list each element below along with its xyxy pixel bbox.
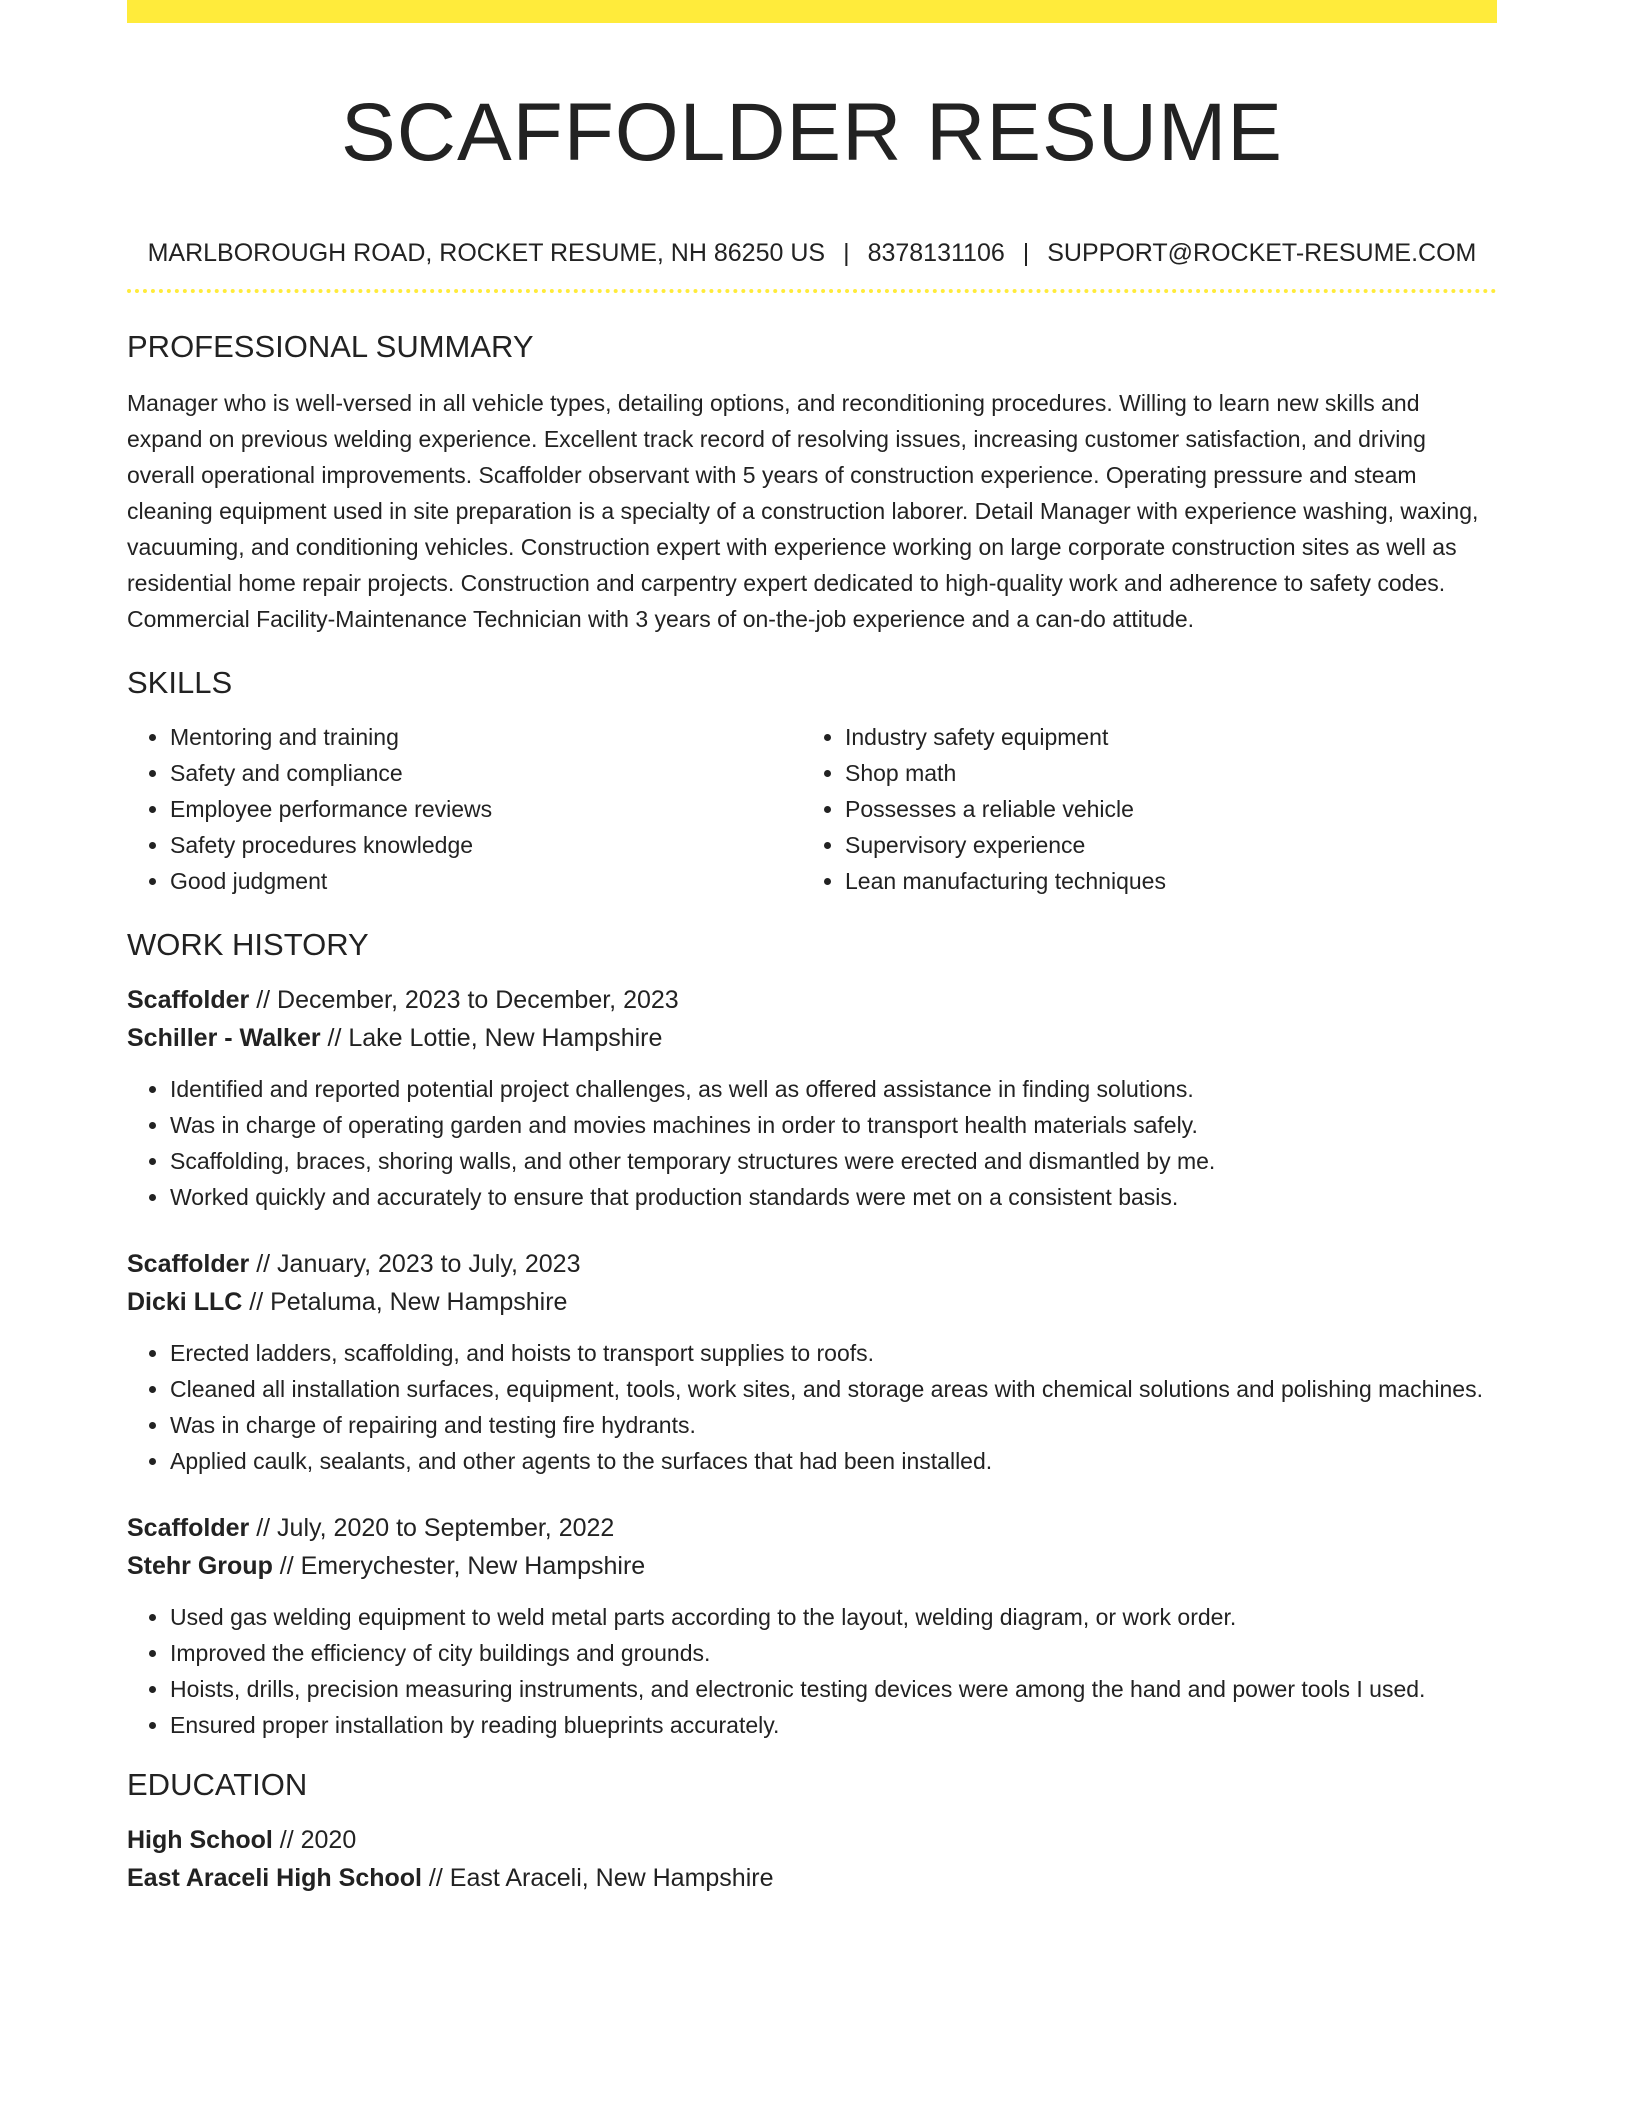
job-bullet: • Worked quickly and accurately to ensure that production standards were met on a consistent basis. [170, 1179, 1497, 1215]
job-bullet-list [127, 1599, 1497, 1743]
job-company-line [127, 1283, 1497, 1321]
dotted-divider [127, 289, 1497, 293]
education-heading: EDUCATION [127, 1767, 308, 1802]
contact-address: MARLBOROUGH ROAD, ROCKET RESUME, NH 86250 US [147, 239, 826, 267]
job-company-line [127, 1547, 1497, 1585]
job-company-line [127, 1019, 1497, 1057]
job-bullet: • Identified and reported potential project challenges, as well as offered assistance in finding solutions. [170, 1071, 1497, 1107]
job-entry [127, 1245, 1497, 1479]
skills-column-left [127, 719, 802, 899]
job-role: Scaffolder [127, 1250, 250, 1278]
job-bullet-list [127, 1071, 1497, 1215]
skills-grid [127, 719, 1497, 899]
job-bullet: • Erected ladders, scaffolding, and hoists to transport supplies to roofs. [170, 1335, 1497, 1371]
job-role-line [127, 1509, 1497, 1547]
job-bullet: • Was in charge of operating garden and movies machines in order to transport health materials safely. [170, 1107, 1497, 1143]
education-location: // East Araceli, New Hampshire [421, 1864, 774, 1892]
education-school: East Araceli High School [127, 1864, 422, 1892]
job-dates: // January, 2023 to July, 2023 [249, 1250, 581, 1278]
contact-phone: 8378131106 [867, 239, 1005, 267]
skills-heading: SKILLS [127, 665, 233, 700]
job-bullet: • Hoists, drills, precision measuring instruments, and electronic testing devices were among the hand and power tools I used. [170, 1671, 1497, 1707]
skill-item: • Lean manufacturing techniques [845, 863, 1477, 899]
contact-email: SUPPORT@ROCKET-RESUME.COM [1047, 239, 1477, 267]
skill-item: • Possesses a reliable vehicle [845, 791, 1477, 827]
job-company: Schiller - Walker [127, 1024, 321, 1052]
contact-separator: | [1022, 239, 1030, 267]
job-dates: // July, 2020 to September, 2022 [249, 1514, 615, 1542]
job-company: Dicki LLC [127, 1288, 243, 1316]
job-bullet: • Improved the efficiency of city buildings and grounds. [170, 1635, 1497, 1671]
resume-page [127, 0, 1497, 1897]
job-location: // Lake Lottie, New Hampshire [320, 1024, 663, 1052]
skills-column-right [802, 719, 1477, 899]
job-bullet: • Ensured proper installation by reading blueprints accurately. [170, 1707, 1497, 1743]
job-entry [127, 981, 1497, 1215]
job-location: // Petaluma, New Hampshire [242, 1288, 568, 1316]
education-degree-line [127, 1821, 1497, 1859]
job-bullet: • Used gas welding equipment to weld metal parts according to the layout, welding diagram, or work order. [170, 1599, 1497, 1635]
skill-item: • Safety and compliance [170, 755, 802, 791]
job-dates: // December, 2023 to December, 2023 [249, 986, 679, 1014]
job-entry [127, 1509, 1497, 1743]
skill-item: • Shop math [845, 755, 1477, 791]
education-degree: High School [127, 1826, 273, 1854]
skill-item: • Mentoring and training [170, 719, 802, 755]
summary-text: Manager who is well-versed in all vehicle types, detailing options, and reconditioning procedures. Willing to learn new skills and expand on previous welding experience. Excellent track record of resolving issues, increasing customer satisfaction, and driving overall operational improvements. Scaffolder observant with 5 years of construction experience. Operating pressure and steam cleaning equipment used in site preparation is a specialty of a construction laborer. Detail Manager with experience washing, waxing, vacuuming, and conditioning vehicles. Construction expert with experience working on large corporate construction sites as well as residential home repair projects. Construction and carpentry expert dedicated to high-quality work and adherence to safety codes. Commercial Facility-Maintenance Technician with 3 years of on-the-job experience and a can-do attitude. [127, 390, 1479, 632]
skill-item: • Supervisory experience [845, 827, 1477, 863]
job-role-line [127, 1245, 1497, 1283]
skill-item: • Good judgment [170, 863, 802, 899]
job-role: Scaffolder [127, 1514, 250, 1542]
job-bullet: • Cleaned all installation surfaces, equipment, tools, work sites, and storage areas with chemical solutions and polishing machines. [170, 1371, 1497, 1407]
skill-item: • Safety procedures knowledge [170, 827, 802, 863]
job-bullet: • Was in charge of repairing and testing fire hydrants. [170, 1407, 1497, 1443]
resume-title: SCAFFOLDER RESUME [341, 87, 1283, 178]
job-bullet: • Scaffolding, braces, shoring walls, and other temporary structures were erected and dismantled by me. [170, 1143, 1497, 1179]
contact-separator: | [843, 239, 850, 267]
skill-item: • Employee performance reviews [170, 791, 802, 827]
summary-heading: PROFESSIONAL SUMMARY [127, 329, 534, 364]
job-role-line [127, 981, 1497, 1019]
work-history-heading: WORK HISTORY [127, 927, 369, 962]
skill-item: • Industry safety equipment [845, 719, 1477, 755]
job-bullet-list [127, 1335, 1497, 1479]
job-company: Stehr Group [127, 1552, 273, 1580]
contact-line [127, 237, 1497, 269]
accent-top-bar [127, 0, 1497, 23]
education-year: // 2020 [272, 1826, 357, 1854]
job-bullet: • Applied caulk, sealants, and other agents to the surfaces that had been installed. [170, 1443, 1497, 1479]
education-school-line [127, 1859, 1497, 1897]
job-location: // Emerychester, New Hampshire [272, 1552, 646, 1580]
education-entry [127, 1821, 1497, 1897]
job-role: Scaffolder [127, 986, 250, 1014]
